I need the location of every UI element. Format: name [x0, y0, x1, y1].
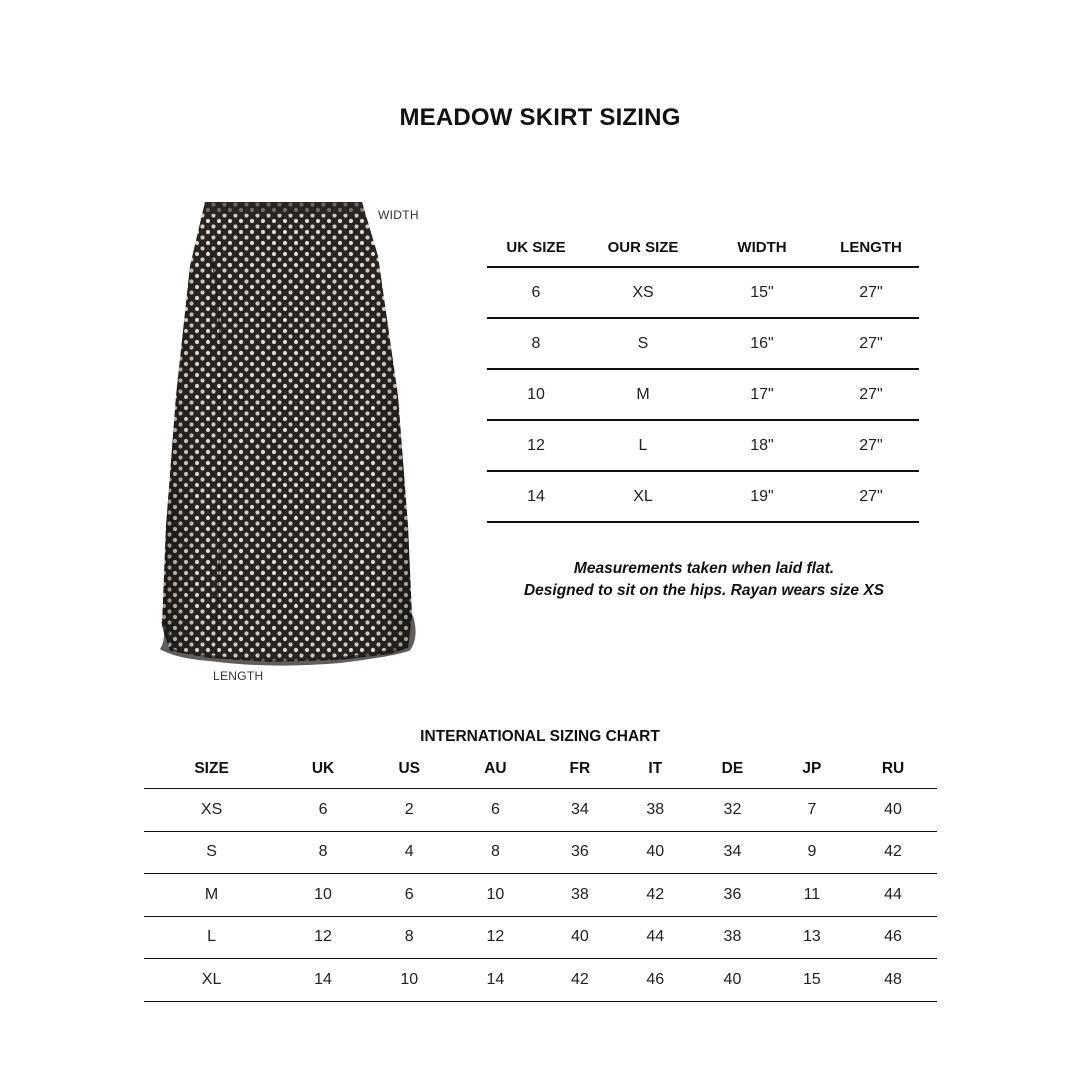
cell-ru: 46 — [849, 916, 937, 959]
cell-ru: 42 — [849, 831, 937, 874]
cell-our-size: L — [585, 420, 701, 471]
cell-width: 15" — [701, 267, 823, 318]
table-row — [487, 471, 919, 522]
cell-de: 36 — [690, 874, 775, 917]
cell-us: 2 — [367, 789, 452, 832]
cell-uk-size: 14 — [487, 471, 585, 522]
table-row — [144, 789, 937, 832]
cell-our-size: S — [585, 318, 701, 369]
intl-table-body — [144, 789, 937, 1002]
size-table-header-row — [487, 228, 919, 267]
cell-it: 46 — [620, 959, 690, 1002]
cell-uk-size: 10 — [487, 369, 585, 420]
cell-it: 42 — [620, 874, 690, 917]
cell-fr: 34 — [539, 789, 620, 832]
international-sizing-table — [144, 750, 937, 1002]
measurement-note — [487, 558, 921, 602]
header-us: US — [367, 750, 452, 789]
note-line-1: Measurements taken when laid flat. — [573, 560, 835, 577]
header-fr: FR — [539, 750, 620, 789]
international-chart-title: INTERNATIONAL SIZING CHART — [420, 728, 660, 745]
table-row — [487, 267, 919, 318]
intl-header-row — [144, 750, 937, 789]
cell-ru: 40 — [849, 789, 937, 832]
cell-length: 27" — [823, 267, 919, 318]
cell-uk: 14 — [279, 959, 367, 1002]
table-row — [144, 916, 937, 959]
cell-length: 27" — [823, 369, 919, 420]
cell-au: 6 — [451, 789, 539, 832]
cell-uk-size: 12 — [487, 420, 585, 471]
header-ru: RU — [849, 750, 937, 789]
table-row — [144, 959, 937, 1002]
cell-size: L — [144, 916, 279, 959]
cell-us: 4 — [367, 831, 452, 874]
cell-uk: 12 — [279, 916, 367, 959]
cell-au: 12 — [451, 916, 539, 959]
header-de: DE — [690, 750, 775, 789]
cell-uk-size: 8 — [487, 318, 585, 369]
header-it: IT — [620, 750, 690, 789]
cell-size: S — [144, 831, 279, 874]
cell-it: 40 — [620, 831, 690, 874]
cell-size: XS — [144, 789, 279, 832]
header-uk-size: UK SIZE — [487, 228, 585, 267]
cell-jp: 15 — [775, 959, 849, 1002]
header-jp: JP — [775, 750, 849, 789]
header-length: LENGTH — [823, 228, 919, 267]
cell-de: 34 — [690, 831, 775, 874]
cell-au: 14 — [451, 959, 539, 1002]
cell-au: 10 — [451, 874, 539, 917]
cell-de: 40 — [690, 959, 775, 1002]
cell-length: 27" — [823, 471, 919, 522]
cell-uk: 10 — [279, 874, 367, 917]
header-our-size: OUR SIZE — [585, 228, 701, 267]
cell-us: 6 — [367, 874, 452, 917]
table-row — [487, 318, 919, 369]
header-size: SIZE — [144, 750, 279, 789]
cell-our-size: XS — [585, 267, 701, 318]
table-row — [144, 874, 937, 917]
cell-uk: 8 — [279, 831, 367, 874]
note-line-2: Designed to sit on the hips. Rayan wears size XS — [523, 582, 885, 599]
cell-size: M — [144, 874, 279, 917]
cell-our-size: XL — [585, 471, 701, 522]
cell-jp: 7 — [775, 789, 849, 832]
header-width: WIDTH — [701, 228, 823, 267]
cell-jp: 9 — [775, 831, 849, 874]
cell-length: 27" — [823, 420, 919, 471]
cell-us: 8 — [367, 916, 452, 959]
table-row — [487, 420, 919, 471]
cell-size: XL — [144, 959, 279, 1002]
table-row — [487, 369, 919, 420]
length-label: LENGTH — [213, 669, 264, 683]
cell-jp: 11 — [775, 874, 849, 917]
cell-ru: 44 — [849, 874, 937, 917]
cell-width: 17" — [701, 369, 823, 420]
size-table — [487, 228, 919, 523]
cell-length: 27" — [823, 318, 919, 369]
header-uk: UK — [279, 750, 367, 789]
cell-uk-size: 6 — [487, 267, 585, 318]
page-title: MEADOW SKIRT SIZING — [399, 104, 681, 131]
cell-de: 38 — [690, 916, 775, 959]
cell-width: 18" — [701, 420, 823, 471]
header-au: AU — [451, 750, 539, 789]
cell-jp: 13 — [775, 916, 849, 959]
cell-width: 19" — [701, 471, 823, 522]
cell-fr: 42 — [539, 959, 620, 1002]
cell-width: 16" — [701, 318, 823, 369]
cell-us: 10 — [367, 959, 452, 1002]
cell-de: 32 — [690, 789, 775, 832]
cell-fr: 40 — [539, 916, 620, 959]
skirt-diagram — [150, 196, 430, 696]
cell-our-size: M — [585, 369, 701, 420]
cell-au: 8 — [451, 831, 539, 874]
cell-fr: 36 — [539, 831, 620, 874]
table-row — [144, 831, 937, 874]
cell-it: 44 — [620, 916, 690, 959]
cell-it: 38 — [620, 789, 690, 832]
cell-fr: 38 — [539, 874, 620, 917]
width-label: WIDTH — [378, 208, 419, 222]
skirt-image — [150, 196, 430, 696]
cell-ru: 48 — [849, 959, 937, 1002]
cell-uk: 6 — [279, 789, 367, 832]
